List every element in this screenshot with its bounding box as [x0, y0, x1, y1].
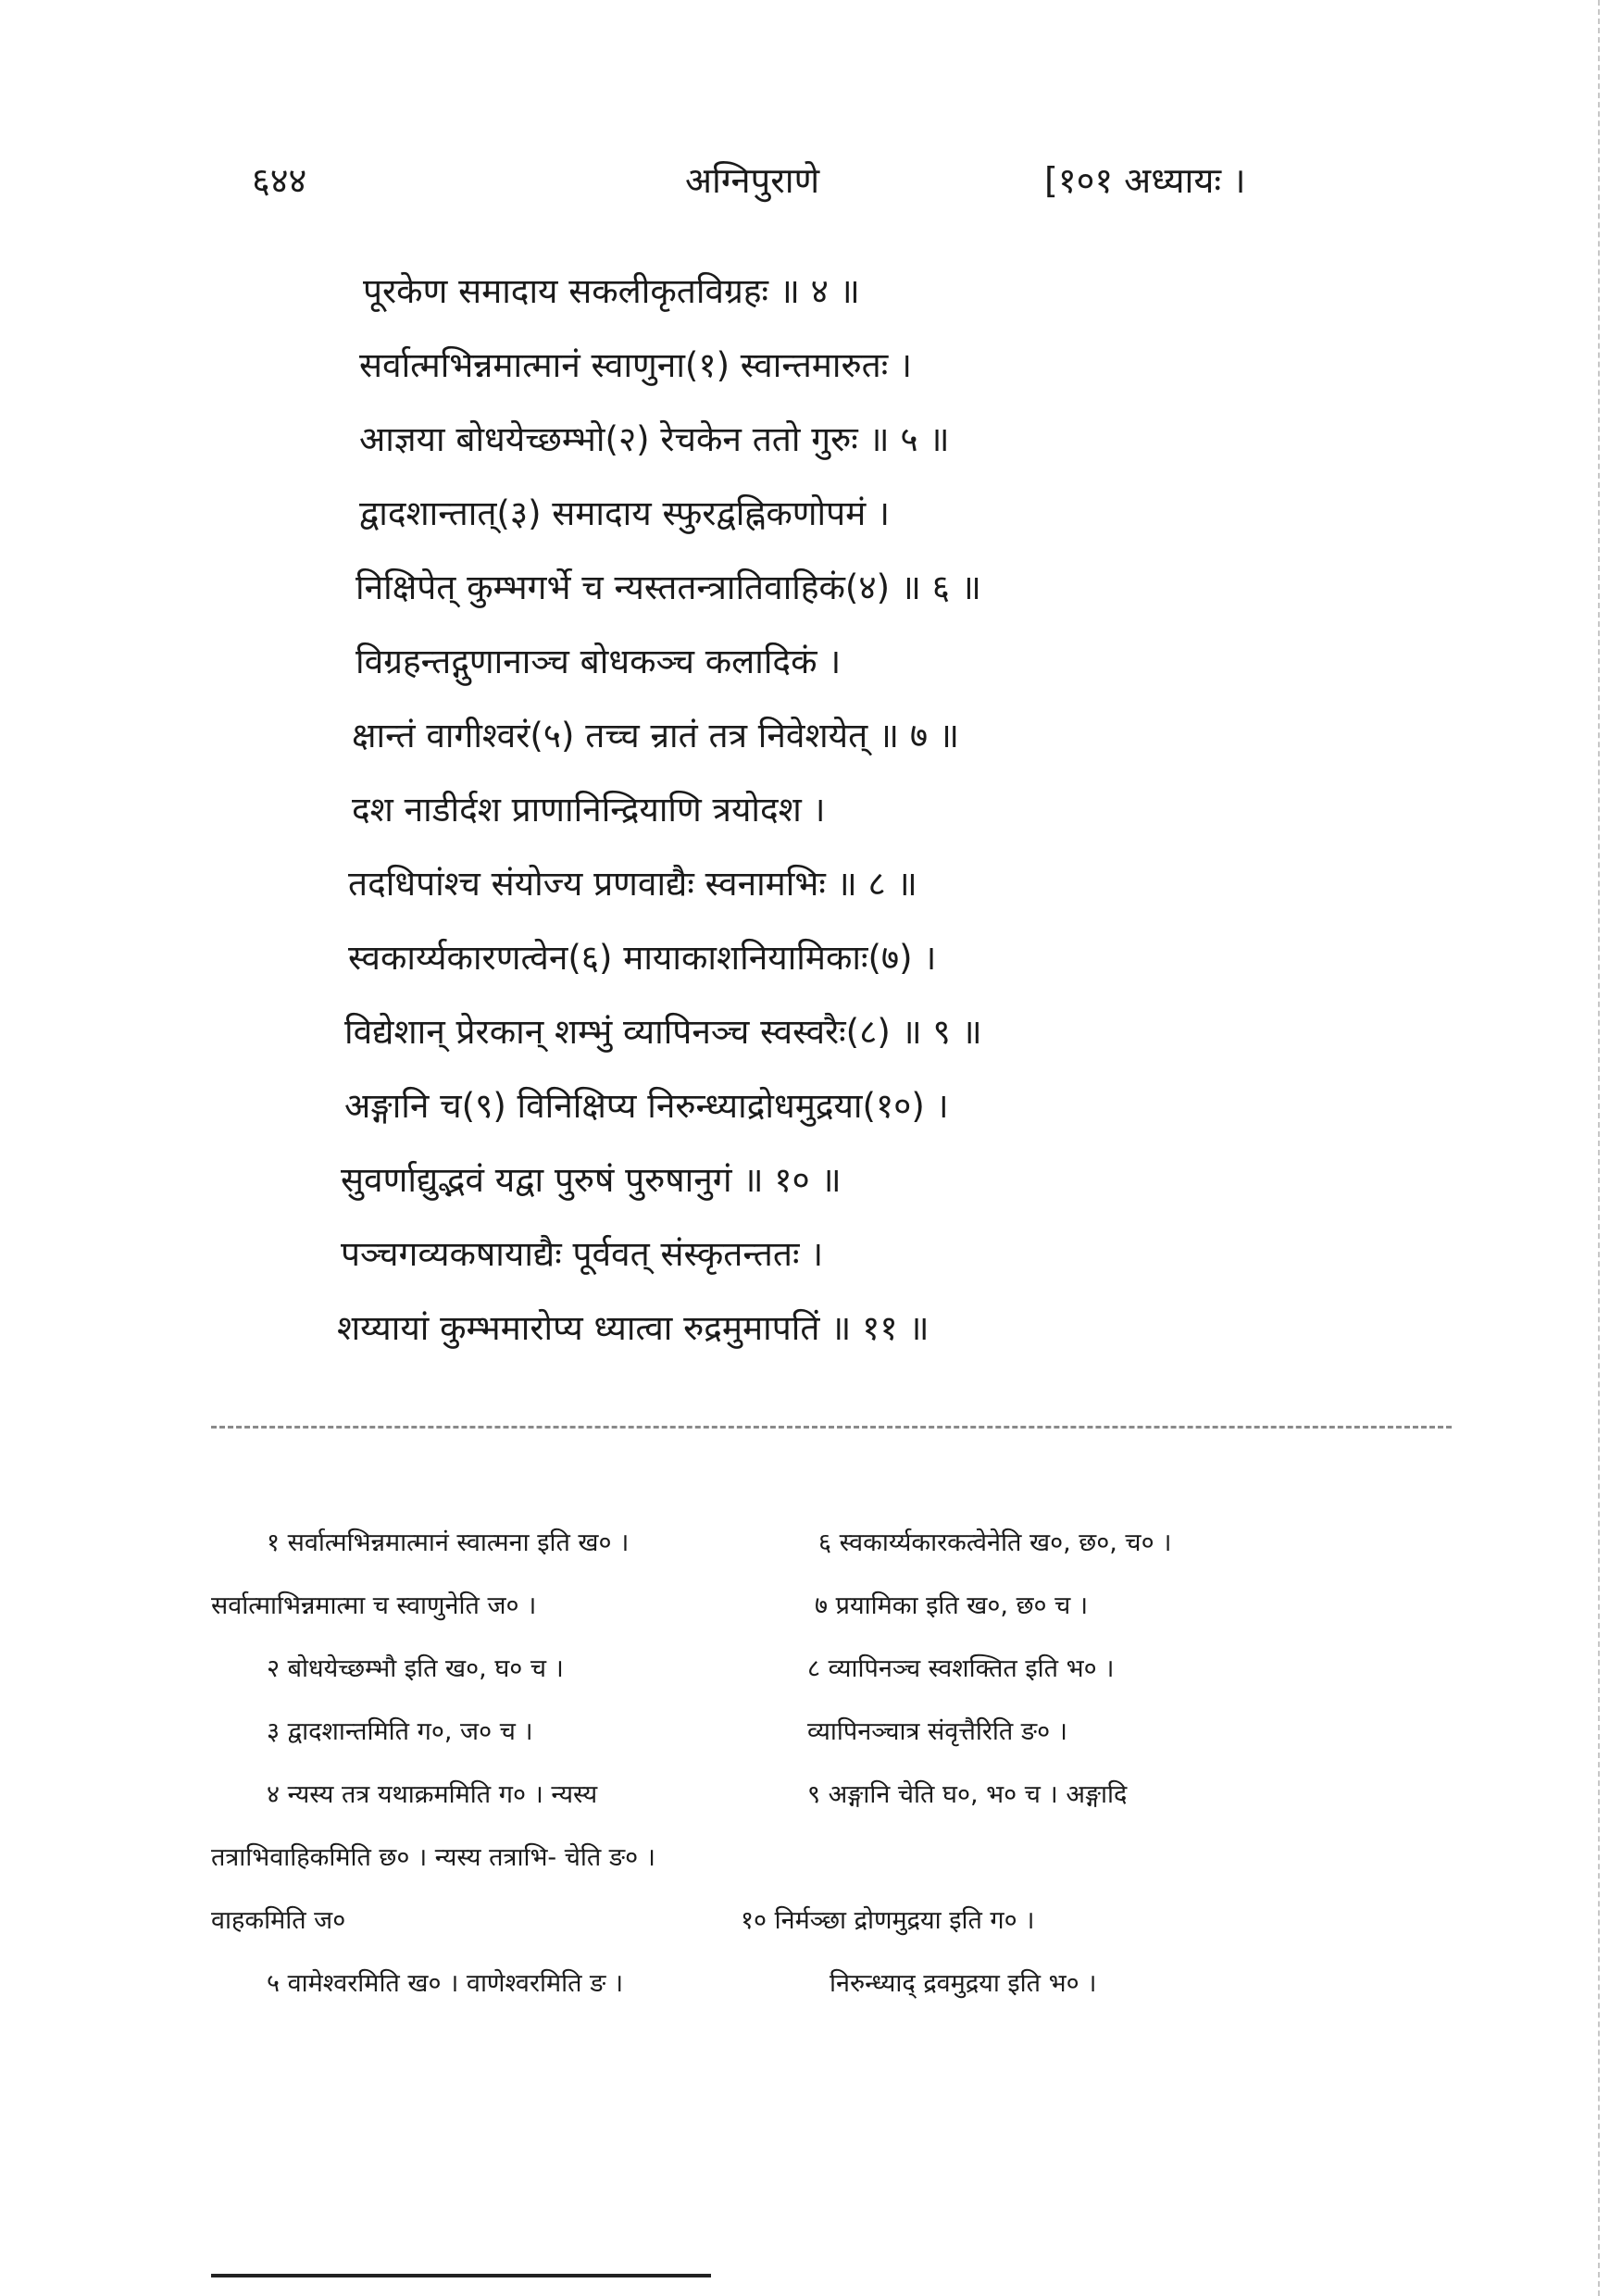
- page-number: ६४४: [252, 160, 307, 201]
- running-title: अग्निपुराणे: [685, 160, 820, 201]
- footnote-6: ६ स्वकार्य्यकारकत्वेनेति ख०, छ०, च० ।: [818, 1529, 1172, 1557]
- verse-line: विग्रहन्तद्गुणानाञ्च बोधकञ्च कलादिकं ।: [356, 642, 842, 681]
- verse-line: विद्येशान् प्रेरकान् शम्भुं व्यापिनञ्च स्वस्वरैः(८) ॥ ९ ॥: [344, 1012, 982, 1052]
- footnote-4-continued: तत्राभिवाहिकमिति छ० । न्यस्य तत्राभि- चेति ङ० ।: [211, 1843, 655, 1872]
- verse-line: शय्यायां कुम्भमारोप्य ध्यात्वा रुद्रमुमापतिं ॥ ११ ॥: [337, 1308, 930, 1348]
- verse-line: पूरकेण समादाय सकलीकृतविग्रहः ॥ ४ ॥: [363, 271, 860, 311]
- footnote-8: ८ व्यापिनञ्च स्वशक्तित इति भ० ।: [807, 1654, 1115, 1683]
- footnote-8-continued: व्यापिनञ्चात्र संवृत्तैरिति ङ० ।: [807, 1717, 1067, 1746]
- bottom-rule: [211, 2274, 711, 2277]
- footnote-4-end: वाहकमिति ज०: [211, 1906, 346, 1935]
- page-header: [0, 156, 1622, 211]
- footnote-9: ९ अङ्गानि चेति घ०, भ० च । अङ्गादि: [807, 1780, 1128, 1809]
- verse-line: क्षान्तं वागीश्वरं(५) तच्च न्रातं तत्र निवेशयेत् ॥ ७ ॥: [352, 716, 960, 755]
- footnote-separator: [211, 1426, 1452, 1429]
- verse-line: पञ्चगव्यकषायाद्यैः पूर्ववत् संस्कृतन्ततः ।: [341, 1234, 824, 1274]
- footnote-10-continued: निरुन्ध्याद् द्रवमुद्रया इति भ० ।: [830, 1969, 1097, 1998]
- footnote-1: १ सर्वात्मभिन्नमात्मानं स्वात्मना इति ख० ।: [267, 1529, 630, 1557]
- footnote-1-continued: सर्वात्माभिन्नमात्मा च स्वाणुनेति ज० ।: [211, 1591, 537, 1620]
- footnote-7: ७ प्रयामिका इति ख०, छ० च ।: [815, 1591, 1089, 1620]
- footnote-4: ४ न्यस्य तत्र यथाक्रममिति ग० । न्यस्य: [267, 1780, 598, 1809]
- verse-line: द्वादशान्तात्(३) समादाय स्फुरद्वह्निकणोपमं ।: [359, 493, 891, 533]
- verse-line: आज्ञया बोधयेच्छम्भो(२) रेचकेन ततो गुरुः ॥ ५ ॥: [359, 419, 950, 459]
- footnote-5: ५ वामेश्वरमिति ख० । वाणेश्वरमिति ङ ।: [267, 1969, 624, 1998]
- scan-edge: [1598, 0, 1600, 2296]
- verse-line: सर्वात्मभिन्नमात्मानं स्वाणुना(१) स्वान्तमारुतः ।: [359, 345, 912, 385]
- footnote-3: ३ द्वादशान्तमिति ग०, ज० च ।: [267, 1717, 533, 1746]
- verse-line: सुवर्णाद्युद्भवं यद्वा पुरुषं पुरुषानुगं ॥ १० ॥: [341, 1160, 842, 1200]
- chapter-label: [१०१ अध्यायः ।: [1044, 160, 1246, 201]
- verse-line: स्वकार्य्यकारणत्वेन(६) मायाकाशनियामिकाः(७) ।: [348, 938, 937, 978]
- verse-line: तदधिपांश्च संयोज्य प्रणवाद्यैः स्वनामभिः ॥ ८ ॥: [348, 864, 917, 904]
- verse-line: निक्षिपेत् कुम्भगर्भे च न्यस्ततन्त्रातिवाहिकं(४) ॥ ६ ॥: [356, 568, 981, 607]
- footnote-2: २ बोधयेच्छम्भौ इति ख०, घ० च ।: [267, 1654, 564, 1683]
- verse-line: अङ्गानि च(९) विनिक्षिप्य निरुन्ध्याद्रोधमुद्रया(१०) ।: [344, 1086, 949, 1126]
- verse-line: दश नाडीर्दश प्राणानिन्द्रियाणि त्रयोदश ।: [352, 790, 826, 830]
- footnote-10: १० निर्मञ्छा द्रोणमुद्रया इति ग० ।: [741, 1906, 1035, 1935]
